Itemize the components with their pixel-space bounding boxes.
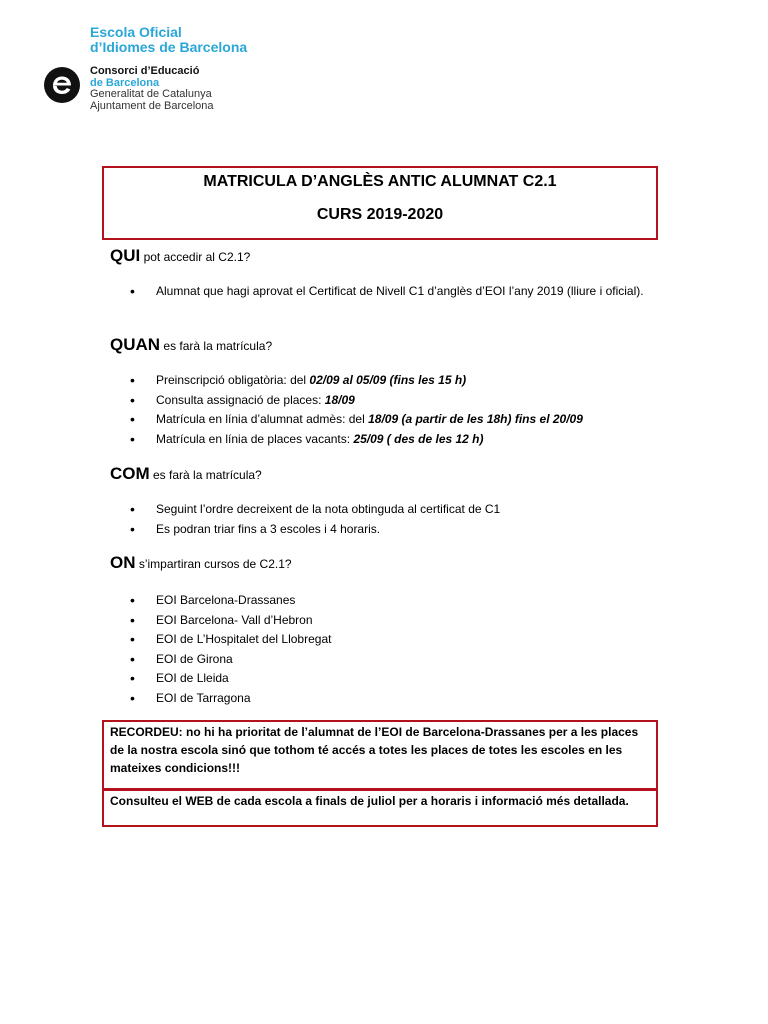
qui-list: [130, 282, 650, 302]
list-item: • EOI de Lleida: [130, 669, 650, 689]
item-emphasis: 18/09 (a partir de les 18h) fins el 20/09: [368, 412, 583, 426]
quan-rest: es farà la matrícula?: [160, 339, 273, 353]
item-emphasis: 18/09: [324, 392, 355, 407]
list-item: [130, 410, 650, 430]
item-text: Consulta assignació de places:: [156, 392, 325, 407]
school-name-line1: Escola Oficial: [90, 24, 182, 40]
consorci-line1: Consorci d’Educació: [90, 65, 200, 77]
school-name-line2: d’Idiomes de Barcelona: [90, 39, 248, 55]
title-box: [102, 166, 658, 240]
item-emphasis: 02/09 al 05/09 (fins les 15 h): [309, 373, 467, 387]
list-item: • Es podran triar fins a 3 escoles i 4 horaris.: [130, 520, 650, 540]
section-com-heading: [110, 464, 262, 484]
on-list: [130, 591, 650, 708]
title-line2: CURS 2019-2020: [316, 206, 444, 223]
section-qui-heading: [110, 246, 250, 266]
section-quan-heading: [110, 335, 272, 355]
quan-head: QUAN: [110, 335, 161, 354]
consorci-line4: Ajuntament de Barcelona: [90, 99, 214, 112]
list-item: [130, 430, 650, 450]
item-text: Matrícula en línia de places vacants:: [156, 431, 354, 446]
com-head: COM: [110, 464, 150, 483]
list-item: [130, 371, 650, 391]
consorci-line3: Generalitat de Catalunya: [90, 88, 212, 100]
list-item: • EOI Barcelona-Drassanes: [130, 591, 650, 611]
qui-rest: pot accedir al C2.1?: [140, 250, 251, 264]
consorci-line2: de Barcelona: [90, 76, 160, 89]
item-text: Matrícula en línia d’alumnat admès: del: [156, 412, 369, 426]
consorci-e-logo-icon: [44, 67, 80, 103]
list-item: • Alumnat que hagi aprovat el Certificat de Nivell C1 d’anglès d’EOI l’any 2019 (lliure i oficial).: [130, 282, 650, 302]
item-text: Preinscripció obligatòria: del: [156, 373, 310, 387]
list-item: • EOI de Tarragona: [130, 689, 650, 709]
school-name: [90, 25, 247, 55]
list-item: [130, 391, 650, 411]
on-head: ON: [110, 553, 136, 572]
recordeu-note: RECORDEU: no hi ha prioritat de l’alumnat de l’EOI de Barcelona-Drassanes per a les places de la nostra escola sinó que tothom té accés a totes les places de totes les escoles en les mateixes condicions!!!: [102, 720, 658, 790]
list-item: • Seguint l’ordre decreixent de la nota obtinguda al certificat de C1: [130, 500, 650, 520]
com-rest: es farà la matrícula?: [149, 468, 262, 482]
consulteu-note: Consulteu el WEB de cada escola a finals de juliol per a horaris i informació més detallada.: [102, 789, 658, 827]
section-on-heading: [110, 553, 292, 573]
list-item: • EOI Barcelona- Vall d’Hebron: [130, 611, 650, 631]
on-rest: s’impartiran cursos de C2.1?: [135, 557, 292, 571]
list-item: • EOI de Girona: [130, 650, 650, 670]
quan-list: [130, 371, 650, 449]
title-line1: MATRICULA D’ANGLÈS ANTIC ALUMNAT C2.1: [203, 173, 557, 190]
list-item: • EOI de L’Hospitalet del Llobregat: [130, 630, 650, 650]
com-list: [130, 500, 650, 539]
qui-head: QUI: [110, 246, 141, 265]
consorci-text: [90, 66, 214, 112]
item-emphasis: 25/09 ( des de les 12 h): [353, 431, 484, 446]
